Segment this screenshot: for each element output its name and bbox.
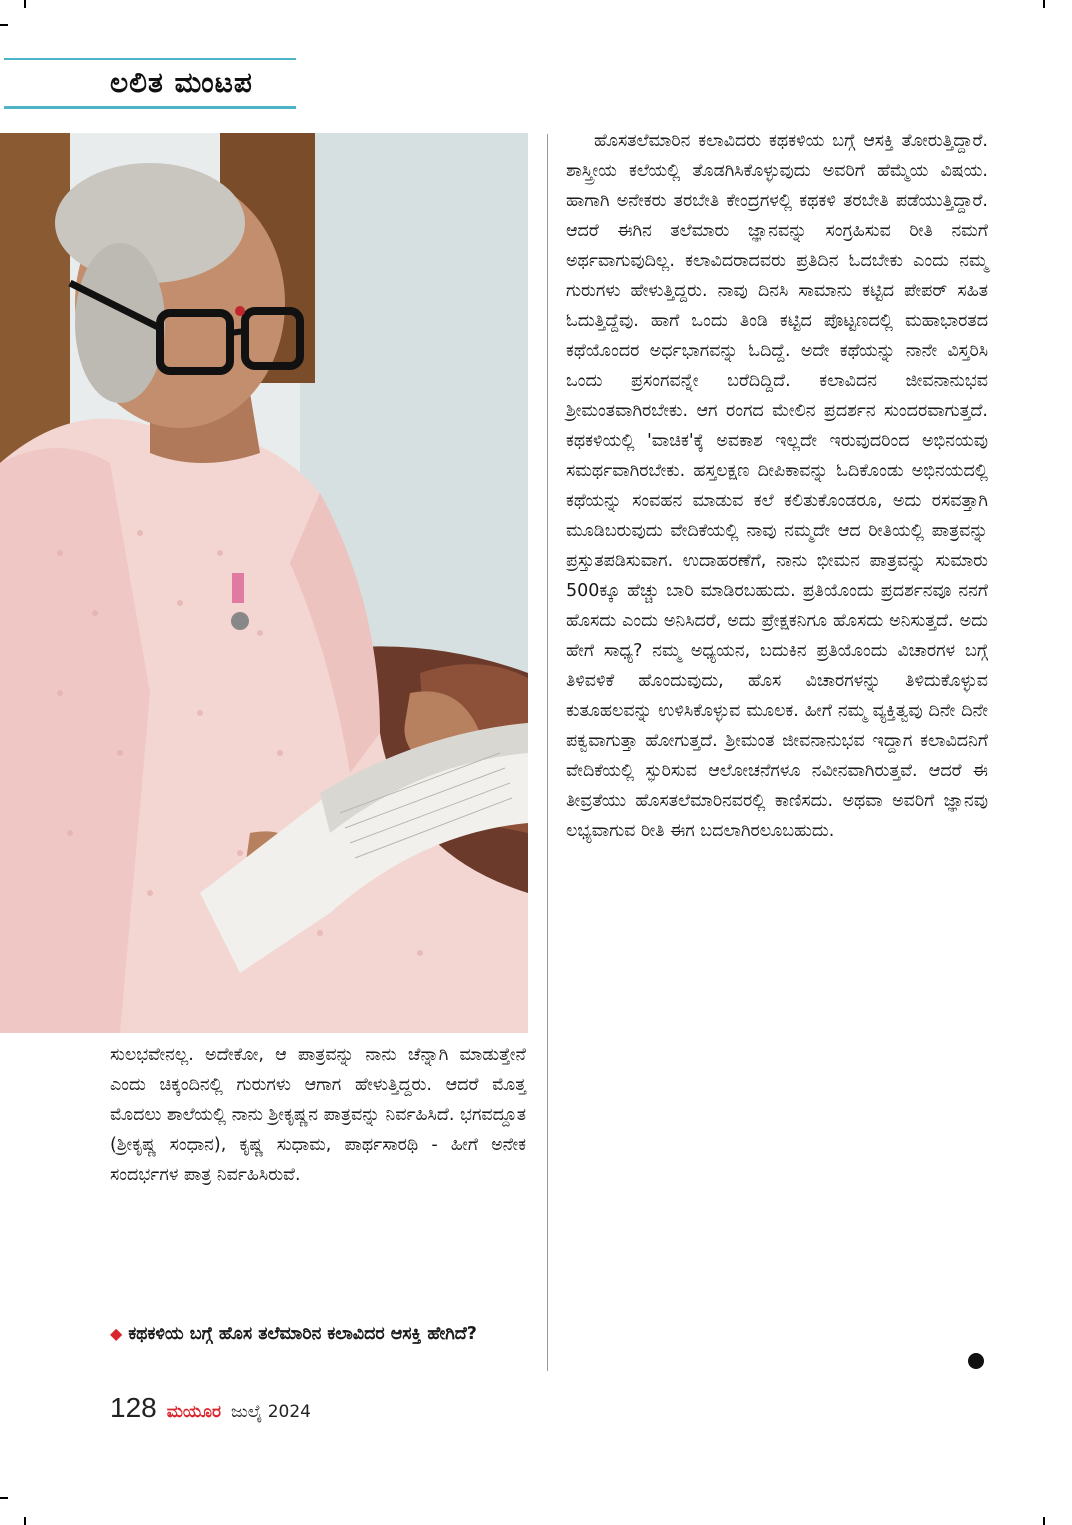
right-column [566, 126, 988, 846]
question-text: ಕಥಕಳಿಯ ಬಗ್ಗೆ ಹೊಸ ತಲೆಮಾರಿನ ಕಲಾವಿದರ ಆಸಕ್ತಿ ಹೇಗಿದೆ? [128, 1324, 477, 1344]
crop-mark [24, 0, 26, 8]
person-reading-photo [0, 133, 528, 1033]
page-number: 128 [110, 1392, 157, 1423]
page-footer [110, 1392, 311, 1426]
crop-mark [24, 1517, 26, 1525]
section-title: ಲಲಿತ ಮಂಟಪ [110, 66, 253, 99]
left-paragraph: ಸುಲಭವೇನಲ್ಲ. ಅದೇಕೋ, ಆ ಪಾತ್ರವನ್ನು ನಾನು ಚೆನ್ನಾಗಿ ಮಾಡುತ್ತೇನೆ ಎಂದು ಚಿಕ್ಕಂದಿನಲ್ಲಿ ಗುರುಗಳು ಆಗಾಗ ಹೇಳುತ್ತಿದ್ದರು. ಆದರೆ ಮೊತ್ತ ಮೊದಲು ಶಾಲೆಯಲ್ಲಿ ನಾನು ಶ್ರೀಕೃಷ್ಣನ ಪಾತ್ರವನ್ನು ನಿರ್ವಹಿಸಿದೆ. ಭಗವದ್ದೂತ (ಶ್ರೀಕೃಷ್ಣ ಸಂಧಾನ), ಕೃಷ್ಣ ಸುಧಾಮ, ಪಾರ್ಥಸಾರಥಿ - ಹೀಗೆ ಅನೇಕ ಸಂದರ್ಭಗಳ ಪಾತ್ರ ನಿರ್ವಹಿಸಿರುವೆ. [110, 1045, 526, 1185]
section-header [0, 58, 296, 108]
interview-question [110, 1318, 526, 1350]
crop-mark [1043, 1517, 1045, 1525]
right-paragraph: ಹೊಸತಲೆಮಾರಿನ ಕಲಾವಿದರು ಕಥಕಳಿಯ ಬಗ್ಗೆ ಆಸಕ್ತಿ ತೋರುತ್ತಿದ್ದಾರೆ. ಶಾಸ್ತ್ರೀಯ ಕಲೆಯಲ್ಲಿ ತೊಡಗಿಸಿಕೊಳ್ಳುವುದು ಅವರಿಗೆ ಹೆಮ್ಮೆಯ ವಿಷಯ. ಹಾಗಾಗಿ ಅನೇಕರು ತರಬೇತಿ ಕೇಂದ್ರಗಳಲ್ಲಿ ಕಥಕಳಿ ತರಬೇತಿ ಪಡೆಯುತ್ತಿದ್ದಾರೆ. ಆದರೆ ಈಗಿನ ತಲೆಮಾರು ಜ್ಞಾನವನ್ನು ಸಂಗ್ರಹಿಸುವ ರೀತಿ ನಮಗೆ ಅರ್ಥವಾಗುವುದಿಲ್ಲ. ಕಲಾವಿದರಾದವರು ಪ್ರತಿದಿನ ಓದಬೇಕು ಎಂದು ನಮ್ಮ ಗುರುಗಳು ಹೇಳುತ್ತಿದ್ದರು. ನಾವು ದಿನಸಿ ಸಾಮಾನು ಕಟ್ಟಿದ ಪೇಪರ್ ಸಹಿತ ಓದುತ್ತಿದ್ದೆವು. ಹಾಗೆ ಒಂದು ತಿಂಡಿ ಕಟ್ಟಿದ ಪೊಟ್ಟಣದಲ್ಲಿ ಮಹಾಭಾರತದ ಕಥೆಯೊಂದರ ಅರ್ಧಭಾಗವನ್ನು ಓದಿದ್ದೆ. ಅದೇ ಕಥೆಯನ್ನು ನಾನೇ ವಿಸ್ತರಿಸಿ ಒಂದು ಪ್ರಸಂಗವನ್ನೇ ಬರೆದಿದ್ದಿದೆ. ಕಲಾವಿದನ ಜೀವನಾನುಭವ ಶ್ರೀಮಂತವಾಗಿರಬೇಕು. ಆಗ ರಂಗದ ಮೇಲಿನ ಪ್ರದರ್ಶನ ಸುಂದರವಾಗುತ್ತದೆ. ಕಥಕಳಿಯಲ್ಲಿ 'ವಾಚಿಕ'ಕ್ಕೆ ಅವಕಾಶ ಇಲ್ಲದೇ ಇರುವುದರಿಂದ ಅಭಿನಯವು ಸಮರ್ಥವಾಗಿರಬೇಕು. ಹಸ್ತಲಕ್ಷಣ ದೀಪಿಕಾವನ್ನು ಓದಿಕೊಂಡು ಅಭಿನಯದಲ್ಲಿ ಕಥೆಯನ್ನು ಸಂವಹನ ಮಾಡುವ ಕಲೆ ಕಲಿತುಕೊಂಡರೂ, ಅದು ರಸವತ್ತಾಗಿ ಮೂಡಿಬರುವುದು ವೇದಿಕೆಯಲ್ಲಿ ನಾವು ನಮ್ಮದೇ ಆದ ರೀತಿಯಲ್ಲಿ ಪಾತ್ರವನ್ನು ಪ್ರಸ್ತುತಪಡಿಸುವಾಗ. ಉದಾಹರಣೆಗೆ, ನಾನು ಭೀಮನ ಪಾತ್ರವನ್ನು ಸುಮಾರು 500ಕ್ಕೂ ಹೆಚ್ಚು ಬಾರಿ ಮಾಡಿರಬಹುದು. ಪ್ರತಿಯೊಂದು ಪ್ರದರ್ಶನವೂ ನನಗೆ ಹೊಸದು ಎಂದು ಅನಿಸಿದರೆ, ಅದು ಪ್ರೇಕ್ಷಕನಿಗೂ ಹೊಸದು ಅನಿಸುತ್ತದೆ. ಅದು ಹೇಗೆ ಸಾಧ್ಯ? ನಮ್ಮ ಅಧ್ಯಯನ, ಬದುಕಿನ ಪ್ರತಿಯೊಂದು ವಿಚಾರಗಳ ಬಗ್ಗೆ ತಿಳಿವಳಿಕೆ ಹೊಂದುವುದು, ಹೊಸ ವಿಚಾರಗಳನ್ನು ತಿಳಿದುಕೊಳ್ಳುವ ಕುತೂಹಲವನ್ನು ಉಳಿಸಿಕೊಳ್ಳುವ ಮೂಲಕ. ಹೀಗೆ ನಮ್ಮ ವ್ಯಕ್ತಿತ್ವವು ದಿನೇ ದಿನೇ ಪಕ್ವವಾಗುತ್ತಾ ಹೋಗುತ್ತದೆ. ಶ್ರೀಮಂತ ಜೀವನಾನುಭವ ಇದ್ದಾಗ ಕಲಾವಿದನಿಗೆ ವೇದಿಕೆಯಲ್ಲಿ ಸ್ಫುರಿಸುವ ಆಲೋಚನೆಗಳೂ ನವೀನವಾಗಿರುತ್ತವೆ. ಆದರೆ ಈ ತೀವ್ರತೆಯು ಹೊಸತಲೆಮಾರಿನವರಲ್ಲಿ ಕಾಣಿಸದು. ಅಥವಾ ಅವರಿಗೆ ಜ್ಞಾನವು ಲಭ್ಯವಾಗುವ ರೀತಿ ಈಗ ಬದಲಾಗಿರಲೂಬಹುದು. [566, 131, 988, 841]
column-divider [547, 134, 548, 1371]
crop-mark [0, 1497, 8, 1499]
end-of-article-dot-icon [968, 1353, 984, 1369]
crop-mark [1043, 0, 1045, 8]
header-rule-bottom [4, 106, 296, 109]
diamond-bullet-icon: ◆ [110, 1324, 123, 1343]
header-rule-top [4, 58, 296, 60]
magazine-logo: ಮಯೂರ [166, 1402, 221, 1422]
crop-mark [0, 24, 8, 26]
issue-date: ಜುಲೈ 2024 [230, 1402, 311, 1422]
left-column [110, 1040, 526, 1190]
